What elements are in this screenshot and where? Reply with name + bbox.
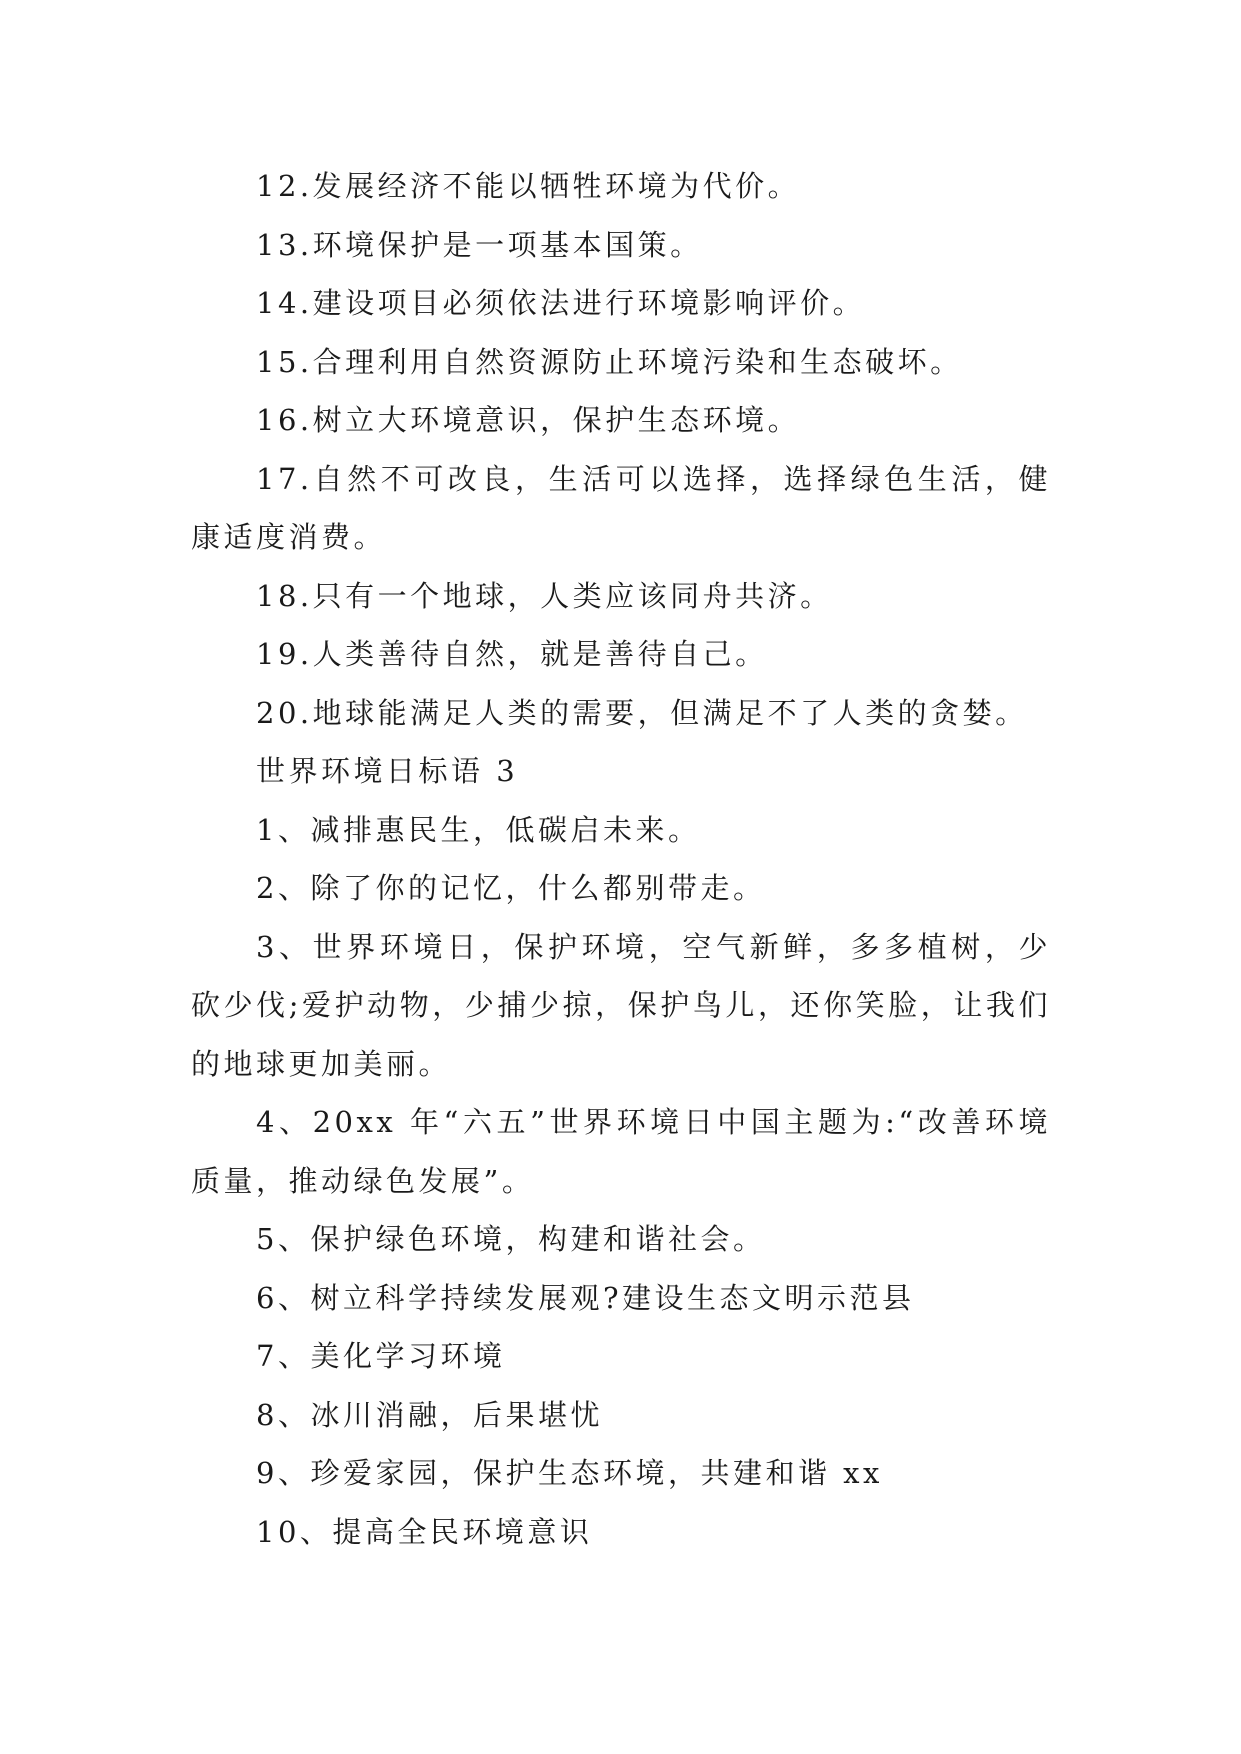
slogan-19: 19.人类善待自然，就是善待自己。: [256, 637, 768, 671]
section-heading: 世界环境日标语 3: [256, 754, 519, 788]
slogan-16: 16.树立大环境意识，保护生态环境。: [256, 403, 801, 437]
section3-item-5: 5、保护绿色环境，构建和谐社会。: [256, 1222, 766, 1256]
section3-item-9: 9、珍爱家园，保护生态环境，共建和谐 xx: [256, 1456, 883, 1490]
slogan-12: 12.发展经济不能以牺牲环境为代价。: [256, 169, 801, 203]
section3-item-6: 6、树立科学持续发展观?建设生态文明示范县: [256, 1280, 915, 1315]
document-body: [191, 157, 1051, 1561]
slogan-13: 13.环境保护是一项基本国策。: [256, 227, 703, 262]
section3-item-3: 3、世界环境日，保护环境，空气新鲜，多多植树，少砍少伐;爱护动物，少捕少掠，保护鸟儿，还你笑脸，让我们的地球更加美丽。: [191, 929, 1051, 1081]
slogan-14: 14.建设项目必须依法进行环境影响评价。: [256, 286, 866, 320]
slogan-17: 17.自然不可改良，生活可以选择，选择绿色生活，健康适度消费。: [191, 461, 1051, 554]
section3-item-8: 8、冰川消融，后果堪忧: [256, 1397, 603, 1432]
section3-item-10: 10、提高全民环境意识: [256, 1514, 593, 1549]
section3-item-4: 4、20xx 年“六五”世界环境日中国主题为:“改善环境质量，推动绿色发展”。: [191, 1105, 1051, 1198]
slogan-20: 20.地球能满足人类的需要，但满足不了人类的贪婪。: [256, 695, 1028, 730]
slogan-18: 18.只有一个地球，人类应该同舟共济。: [256, 578, 833, 613]
section3-item-2: 2、除了你的记忆，什么都别带走。: [256, 871, 766, 905]
slogan-15: 15.合理利用自然资源防止环境污染和生态破坏。: [256, 344, 963, 379]
section3-item-7: 7、美化学习环境: [256, 1339, 506, 1373]
section3-item-1: 1、减排惠民生，低碳启未来。: [256, 812, 701, 847]
